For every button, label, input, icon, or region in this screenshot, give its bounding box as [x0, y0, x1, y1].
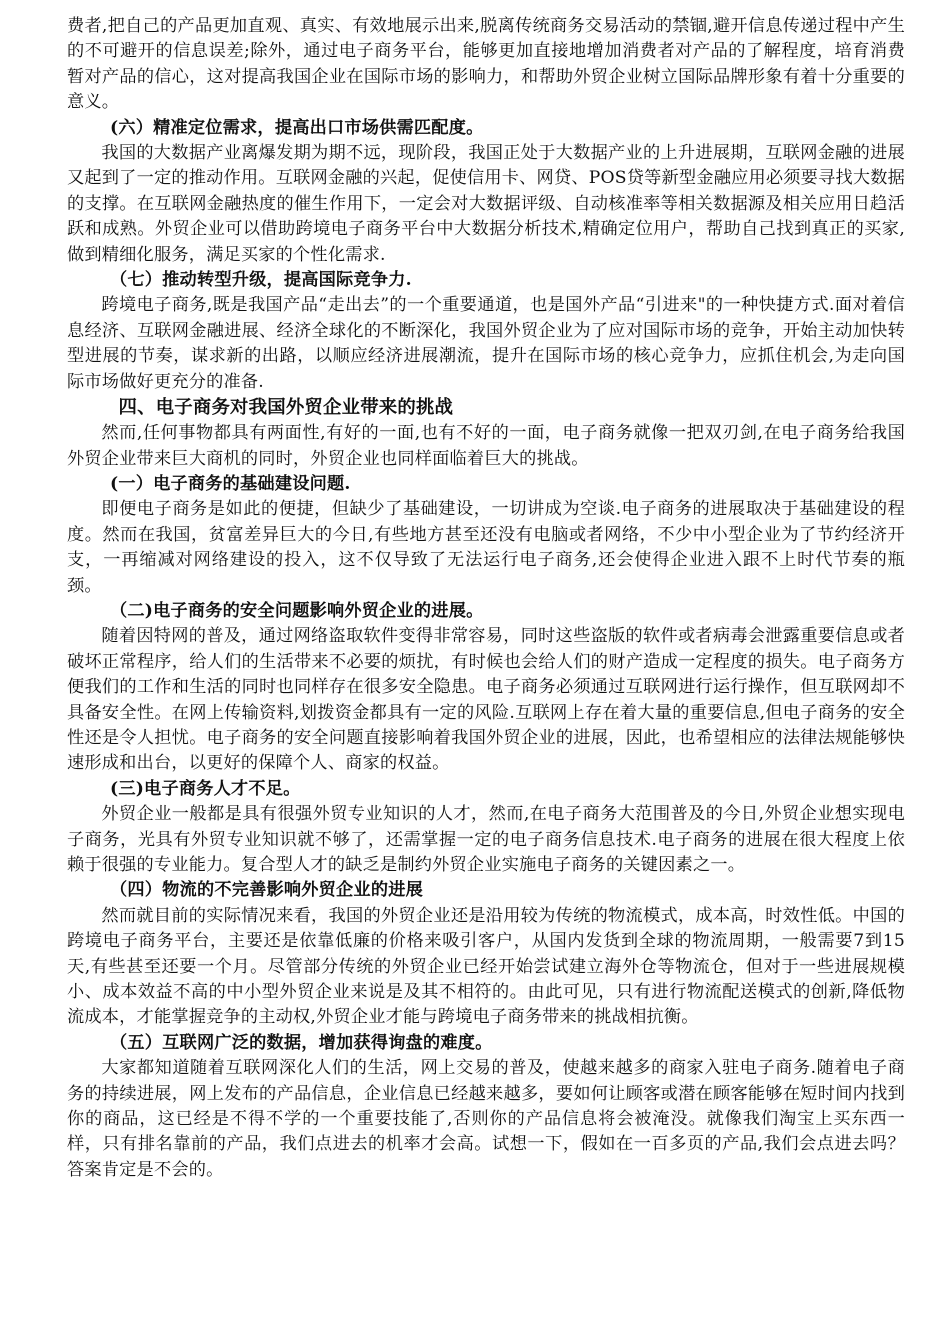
subheading-six: (六）精准定位需求，提高出口市场供需匹配度。	[110, 117, 484, 138]
subheading-four: （四）物流的不完善影响外贸企业的进展	[110, 880, 423, 901]
paragraph-talent: 外贸企业一般都是具有很强外贸专业知识的人才，然而,在电子商务大范围普及的今日,外贸企业想实现电子商务，光具有外贸专业知识就不够了，还需掌握一定的电子商务信息技术.电子商务的进展在很大程度上依赖于很强的专业能力。复合型人才的缺乏是制约外贸企业实施电子商务的关键因素之一。	[67, 804, 905, 875]
paragraph-infrastructure: 即便电子商务是如此的便捷，但缺少了基础建设，一切讲成为空谈.电子商务的进展取决于基础建设的程度。然而在我国，贫富差异巨大的今日,有些地方甚至还没有电脑或者网络，不少中小型企业为了节约经济开支，一再缩减对网络建设的投入，这不仅导致了无法运行电子商务,还会使得企业进入跟不上时代节奏的瓶颈。	[67, 499, 905, 596]
section-heading-four: 四、电子商务对我国外贸企业带来的挑战	[118, 397, 454, 419]
document-page	[67, 14, 905, 1183]
subheading-five: （五）互联网广泛的数据，增加获得询盘的难度。	[110, 1032, 493, 1053]
paragraph-big-data: 我国的大数据产业离爆发期为期不远，现阶段，我国正处于大数据产业的上升进展期，互联网金融的进展又起到了一定的推动作用。互联网金融的兴起，促使信用卡、网贷、POS贷等新型金融应用必须要寻找大数据的支撑。在互联网金融热度的催生作用下，一定会对大数据评级、自动核准率等相关数据源及相关应用日趋活跃和成熟。外贸企业可以借助跨境电子商务平台中大数据分析技术,精确定位用户，帮助自己找到真正的买家,做到精细化服务，满足买家的个性化需求.	[67, 143, 905, 265]
paragraph-internet-data: 大家都知道随着互联网深化人们的生活，网上交易的普及，使越来越多的商家入驻电子商务.随着电子商务的持续进展，网上发布的产品信息，企业信息已经越来越多，要如何让顾客或潜在顾客能够在短时间内找到你的商品，这已经是不得不学的一个重要技能了,否则你的产品信息将会被淹没。就像我们淘宝上买东西一样，只有排名靠前的产品，我们点进去的机率才会高。试想一下，假如在一百多页的产品,我们会点进去吗？答案肯定是不会的。	[67, 1058, 905, 1180]
subheading-three: (三)电子商务人才不足。	[110, 778, 301, 799]
paragraph-intro-continued: 费者,把自己的产品更加直观、真实、有效地展示出来,脱离传统商务交易活动的禁锢,避开信息传递过程中产生的不可避开的信息误差;除外，通过电子商务平台，能够更加直接地增加消费者对产品的了解程度，培育消费暂对产品的信心，这对提高我国企业在国际市场的影响力，和帮助外贸企业树立国际品牌形象有着十分重要的意义。	[67, 16, 905, 113]
paragraph-challenges-intro: 然而,任何事物都具有两面性,有好的一面,也有不好的一面，电子商务就像一把双刃剑,在电子商务给我国外贸企业带来巨大商机的同时，外贸企业也同样面临着巨大的挑战。	[67, 423, 905, 469]
paragraph-security: 随着因特网的普及，通过网络盗取软件变得非常容易，同时这些盗版的软件或者病毒会泄露重要信息或者破坏正常程序，给人们的生活带来不必要的烦扰，有时候也会给人们的财产造成一定程度的损失。电子商务方便我们的工作和生活的同时也同样存在很多安全隐患。电子商务必须通过互联网进行运行操作，但互联网却不具备安全性。在网上传输资料,划拨资金都具有一定的风险.互联网上存在着大量的重要信息,但电子商务的安全性还是令人担忧。电子商务的安全问题直接影响着我国外贸企业的进展，因此，也希望相应的法律法规能够快速形成和出台，以更好的保障个人、商家的权益。	[67, 626, 905, 774]
subheading-seven: （七）推动转型升级，提高国际竞争力.	[110, 270, 412, 291]
subheading-two: （二)电子商务的安全问题影响外贸企业的进展。	[110, 600, 484, 621]
subheading-one: (一）电子商务的基础建设问题.	[110, 473, 351, 494]
paragraph-cross-border: 跨境电子商务,既是我国产品“走出去”的一个重要通道，也是国外产品“引进来"的一种快捷方式.面对着信息经济、互联网金融进展、经济全球化的不断深化，我国外贸企业为了应对国际市场的竞争，开始主动加快转型进展的节奏，谋求新的出路，以顺应经济进展潮流，提升在国际市场的核心竞争力，应抓住机会,为走向国际市场做好更充分的准备.	[67, 295, 905, 392]
paragraph-logistics: 然而就目前的实际情况来看，我国的外贸企业还是沿用较为传统的物流模式，成本高，时效性低。中国的跨境电子商务平台，主要还是依靠低廉的价格来吸引客户，从国内发货到全球的物流周期，一般需要7到15天,有些甚至还要一个月。尽管部分传统的外贸企业已经开始尝试建立海外仓等物流仓，但对于一些进展规模小、成本效益不高的中小型外贸企业来说是及其不相符的。由此可见，只有进行物流配送模式的创新,降低物流成本，才能掌握竞争的主动权,外贸企业才能与跨境电子商务带来的挑战相抗衡。	[67, 905, 905, 1028]
